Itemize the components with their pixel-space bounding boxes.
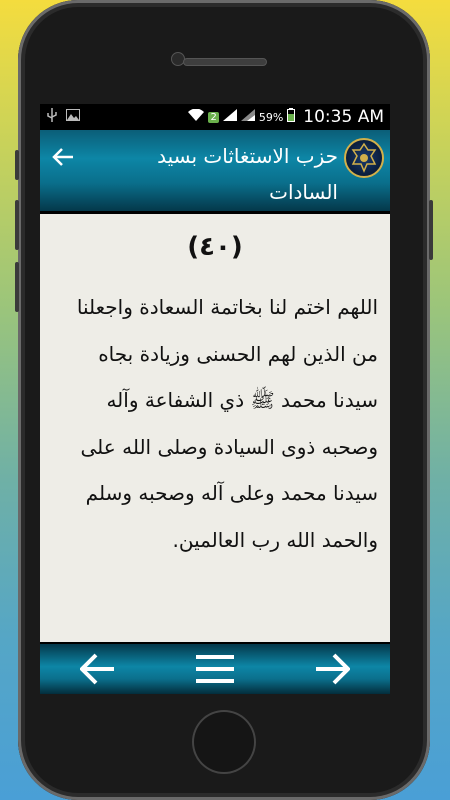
home-button[interactable] xyxy=(192,710,256,774)
app-logo-icon xyxy=(344,138,384,178)
arrow-right-icon xyxy=(314,653,350,685)
power-button xyxy=(429,200,433,260)
wifi-icon xyxy=(188,109,204,125)
app-title: حزب الاستغاثات بسيد السادات xyxy=(157,144,338,204)
arrow-left-icon xyxy=(80,653,116,685)
battery-percent: 59% xyxy=(258,110,284,124)
back-arrow-icon[interactable] xyxy=(52,144,74,174)
volume-up-button xyxy=(15,200,19,250)
mute-switch xyxy=(15,150,19,180)
earpiece-speaker xyxy=(183,58,267,66)
battery-icon xyxy=(287,108,295,126)
clock: 10:35 AM xyxy=(303,107,384,127)
status-bar xyxy=(40,104,390,130)
section-number: (٤٠) xyxy=(187,232,243,262)
previous-button[interactable] xyxy=(73,649,123,689)
usb-icon xyxy=(46,108,58,126)
signal-icon xyxy=(223,109,237,125)
image-icon xyxy=(66,109,80,125)
content-panel xyxy=(40,214,390,642)
sim-indicator: 2 xyxy=(210,111,217,123)
next-button[interactable] xyxy=(307,649,357,689)
menu-icon xyxy=(196,654,234,684)
menu-button[interactable] xyxy=(190,649,240,689)
supplication-text: اللهم اختم لنا بخاتمة السعادة واجعلنا من الذين لهم الحسنى وزيادة بجاه سيدنا محمد ﷺ ذي الشفاعة وآله وصحبه ذوى السيادة وصلى الله على سيدنا محمد وعلى آله وصحبه وسلم والحمد الله رب العالمين. xyxy=(76,295,378,552)
signal-icon xyxy=(241,109,255,125)
bottom-navigation xyxy=(40,644,390,694)
screen xyxy=(40,104,390,694)
volume-down-button xyxy=(15,262,19,312)
app-bar xyxy=(40,130,390,214)
